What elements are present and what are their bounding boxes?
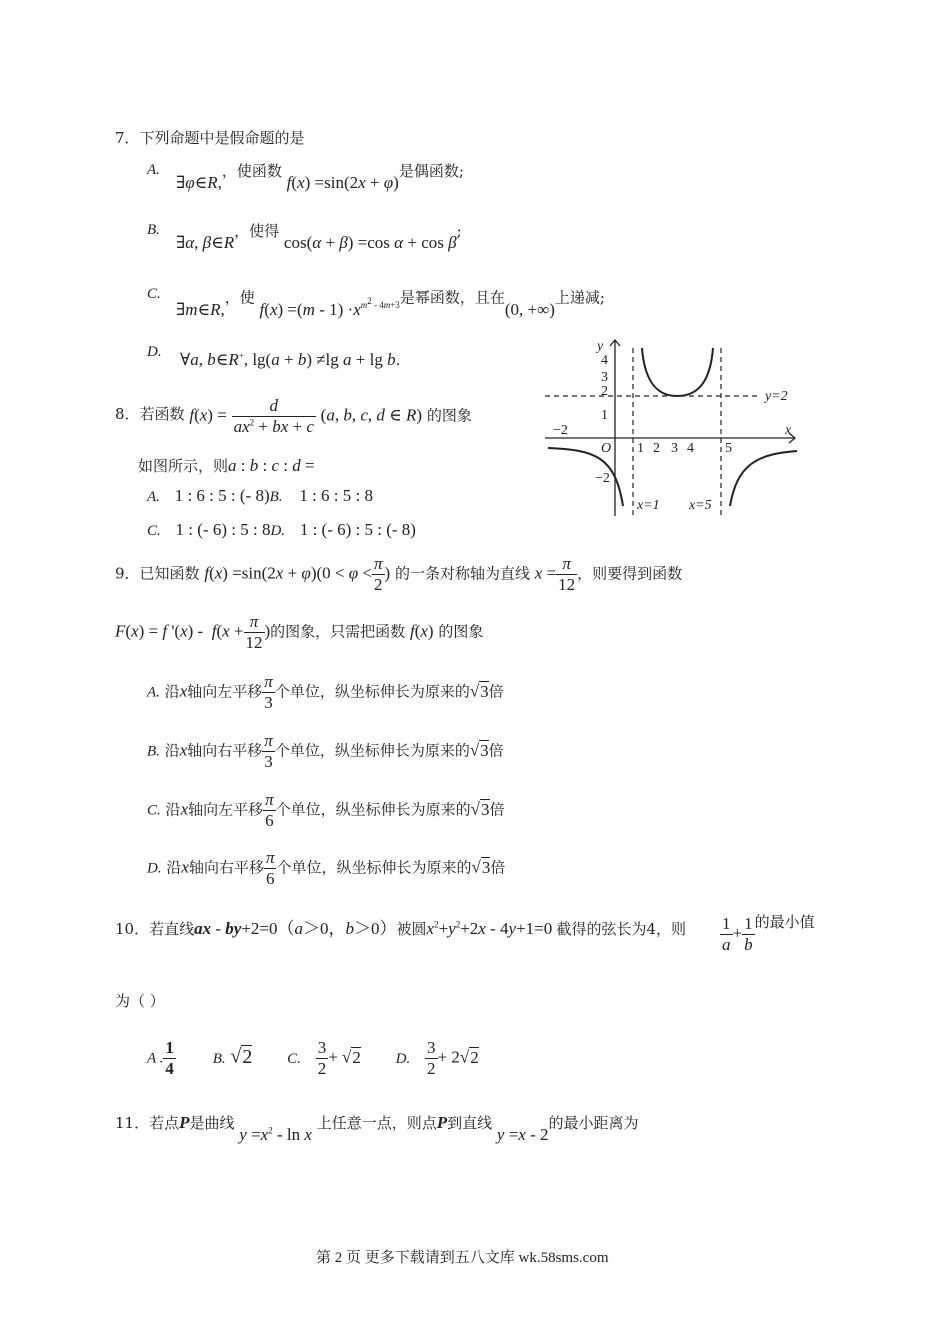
- q7-option-c: [147, 284, 161, 303]
- graph-y-label: y: [597, 339, 604, 354]
- q7-stem: 7．下列命题中是假命题的是: [115, 129, 305, 147]
- q8-graph: [545, 336, 800, 518]
- option-label: D.: [147, 344, 162, 360]
- graph-xtick: 5: [725, 441, 732, 456]
- option-label: A.: [147, 162, 160, 178]
- graph-neg-x: −2: [553, 423, 568, 438]
- graph-xtick: 1: [637, 441, 644, 456]
- q7-option-d: [147, 342, 162, 361]
- q7-option-a: [147, 160, 160, 179]
- q7-option-c-body: ∃m∈R,，使 $f(x) =(m - 1) \cdot x^{m^2 - 4m+3}$是幂函数，且在(0, +∞)上递减;: [176, 288, 605, 319]
- q9-option-d: D. 沿x轴向右平移 $\frac{\pi}{6}$ 个单位，纵坐标伸长为原来的√3倍: [147, 848, 506, 888]
- q9-stem: 9．已知函数 f(x) =sin(2x + φ)(0 < φ < $\frac{\pi}{2}$ ) 的一条对称轴为直线 x = $\frac{\pi}{12}$ ，则要得到函数: [115, 554, 683, 594]
- graph-x-label: x: [785, 423, 792, 438]
- q10-stem: 10．若直线ax - by+2=0（a＞0，b＞0）被圆$x^2+y^2+2x - 4y+1=0$ 截得的弦长为4，则: [115, 919, 687, 938]
- q7-option-b: [147, 220, 160, 239]
- graph-neg-y: −2: [595, 471, 610, 486]
- graph-origin: O: [601, 441, 612, 456]
- q9-option-a: A. 沿x轴向左平移 $\frac{\pi}{3}$ 个单位，纵坐标伸长为原来的√3倍: [147, 672, 504, 712]
- q8-options-cd: C. 1 : (- 6) : 5 : 8D. 1 : (- 6) : 5 : (- 8): [147, 520, 416, 539]
- option-label: B.: [147, 222, 160, 238]
- q9-option-b: B. 沿x轴向右平移 $\frac{\pi}{3}$ 个单位，纵坐标伸长为原来的√3倍: [147, 731, 504, 771]
- q9-option-c: C. 沿x轴向左平移 $\frac{\pi}{6}$ 个单位，纵坐标伸长为原来的√3倍: [147, 790, 505, 830]
- q11-stem: 11．若点P是曲线 $y =x^2 - \ln x$ 上任意一点，则点P到直线 y =x - 2的最小距离为: [115, 1113, 639, 1144]
- page-footer: 第 2 页 更多下载请到五八文库 wk.58sms.com: [316, 1250, 609, 1266]
- option-label: C.: [147, 286, 161, 302]
- graph-xtick: 3: [671, 441, 678, 456]
- q7-option-d-body: ∀a, b∈R+, lg(a + b) ≠lg a + lg b.: [180, 350, 401, 369]
- graph-xtick: 2: [653, 441, 660, 456]
- q7-option-a-body: ∃φ∈R,，使函数 f(x) =sin(2x + φ)是偶函数;: [176, 162, 464, 192]
- q8-stem: 8．若函数 f(x) = $\frac{d}{ax^2 + bx + c}$ (a, b, c, d ∈ R) 的图象: [115, 396, 472, 436]
- q9-stem-2: F(x) = f '(x) - f(x + $\frac{\pi}{12}$ )的图象，只需把函数 f(x) 的图象: [115, 612, 484, 652]
- graph-ytick: 4: [601, 353, 608, 368]
- q8-fraction: $\frac{d}{ax^2 + bx + c}$: [233, 396, 314, 436]
- q10-fraction: $\frac{1}{a}$ + $\frac{1}{b}$ 的最小值: [722, 912, 815, 954]
- q7-option-b-body: ∃α, β∈R，使得 cos(α + β) =cos α + cos β;: [176, 222, 462, 252]
- graph-xtick: 4: [687, 441, 694, 456]
- graph-asymptote-2: x=5: [689, 498, 712, 513]
- graph-ytick: 1: [601, 408, 608, 423]
- q8-options-ab: A. 1 : 6 : 5 : (- 8)B. 1 : 6 : 5 : 8: [147, 486, 373, 505]
- graph-ytick: 3: [601, 370, 608, 385]
- q10-stem-2: 为（ ）: [115, 992, 165, 1010]
- graph-asymptote-1: x=1: [637, 498, 660, 513]
- q10-options: A . $\frac{1}{4}$ B. √2 C. $\frac{3}{2}$ + √2 D. $\frac{3}{2}$ + 2√2: [147, 1038, 479, 1078]
- graph-hline: y=2: [765, 389, 788, 404]
- q8-stem-2: 如图所示，则a : b : c : d =: [138, 456, 315, 475]
- graph-ytick: 2: [601, 384, 608, 399]
